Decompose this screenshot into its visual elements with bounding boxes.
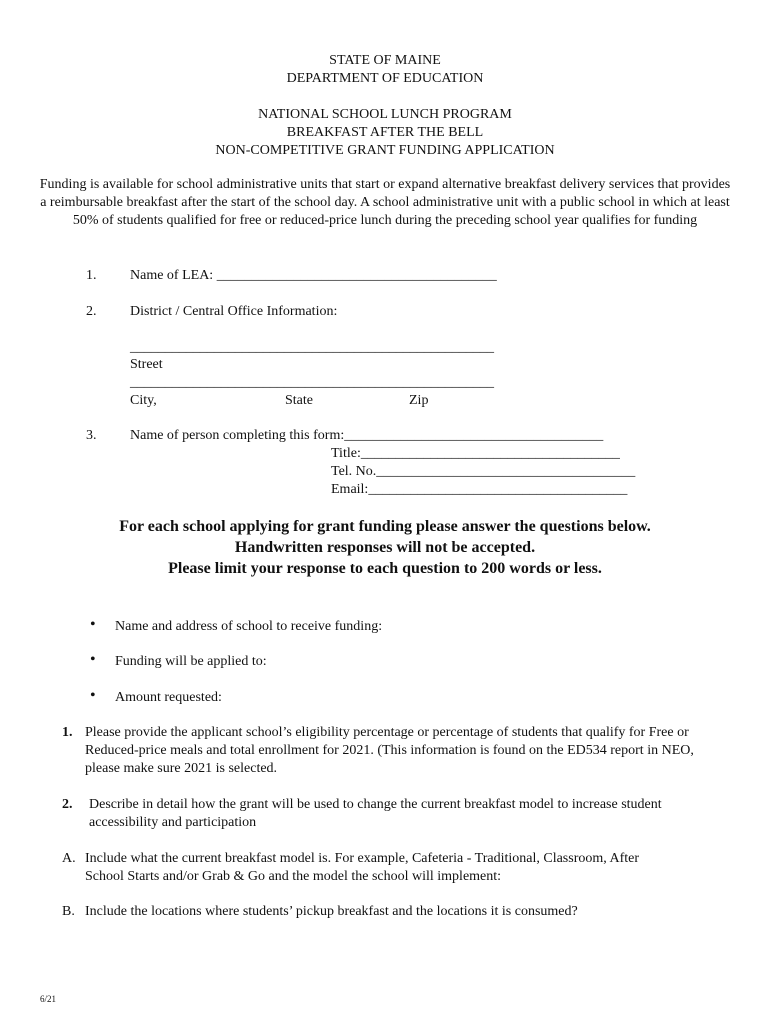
bullet-school-address: Name and address of school to receive funding:	[115, 619, 383, 634]
bullet-funding-applied: Funding will be applied to:	[115, 654, 267, 669]
person-name-field[interactable]: Name of person completing this form:_____________________________________	[130, 428, 604, 443]
title-field[interactable]: Title:_____________________________________	[331, 446, 620, 461]
instructions-line-2: Handwritten responses will not be accepted.	[234, 539, 536, 556]
department-heading: DEPARTMENT OF EDUCATION	[286, 71, 484, 86]
district-info-label: District / Central Office Information:	[130, 304, 338, 319]
question-a-letter: A.	[62, 851, 76, 866]
street-label: Street	[130, 357, 163, 372]
item-1-number: 1.	[86, 268, 97, 283]
state-heading: STATE OF MAINE	[329, 53, 441, 68]
bullet-dot-icon: •	[90, 651, 96, 668]
city-label: City,	[130, 393, 157, 408]
item-3-number: 3.	[86, 428, 97, 443]
street-field[interactable]: ____________________________________________________	[130, 340, 494, 355]
question-2-text: Describe in detail how the grant will be used to change the current breakfast model to increase student accessibility and participation	[89, 797, 662, 830]
revision-date: 6/21	[40, 994, 57, 1004]
bullet-dot-icon: •	[90, 687, 96, 704]
lea-name-field[interactable]: Name of LEA: ________________________________________	[130, 268, 497, 283]
bullet-dot-icon: •	[90, 616, 96, 633]
intro-paragraph: Funding is available for school administrative units that start or expand alternative breakfast delivery services that provides a reimbursable breakfast after the start of the school day. A school administrative unit with a public school in which at least 50% of students qualified for free or reduced-price lunch during the preceding school year qualifies for funding	[39, 177, 731, 228]
question-1-text: Please provide the applicant school’s eligibility percentage or percentage of students that qualify for Free or Reduced-price meals and total enrollment for 2021. (This information is found on the ED534 report in NEO, please make sure 2021 is selected.	[85, 725, 694, 776]
application-title: NON-COMPETITIVE GRANT FUNDING APPLICATION	[215, 143, 555, 158]
email-field[interactable]: Email:_____________________________________	[331, 482, 628, 497]
question-b-text: Include the locations where students’ pickup breakfast and the locations it is consumed?	[85, 904, 578, 919]
question-a-text: Include what the current breakfast model is. For example, Cafeteria - Traditional, Classroom, After School Starts and/or Grab & Go and the model the school will implement:	[85, 851, 640, 884]
zip-label: Zip	[409, 393, 429, 408]
city-state-zip-field[interactable]: ____________________________________________________	[130, 375, 494, 390]
question-1-number: 1.	[62, 725, 73, 740]
subprogram-heading: BREAKFAST AFTER THE BELL	[286, 125, 484, 140]
program-heading: NATIONAL SCHOOL LUNCH PROGRAM	[258, 107, 512, 122]
question-2-number: 2.	[62, 797, 73, 812]
state-label: State	[285, 393, 313, 408]
question-b-letter: B.	[62, 904, 75, 919]
bullet-amount-requested: Amount requested:	[115, 690, 222, 705]
instructions-line-3: Please limit your response to each question to 200 words or less.	[168, 560, 602, 577]
instructions-line-1: For each school applying for grant funding please answer the questions below.	[119, 518, 651, 535]
tel-field[interactable]: Tel. No._____________________________________	[331, 464, 636, 479]
item-2-number: 2.	[86, 304, 97, 319]
